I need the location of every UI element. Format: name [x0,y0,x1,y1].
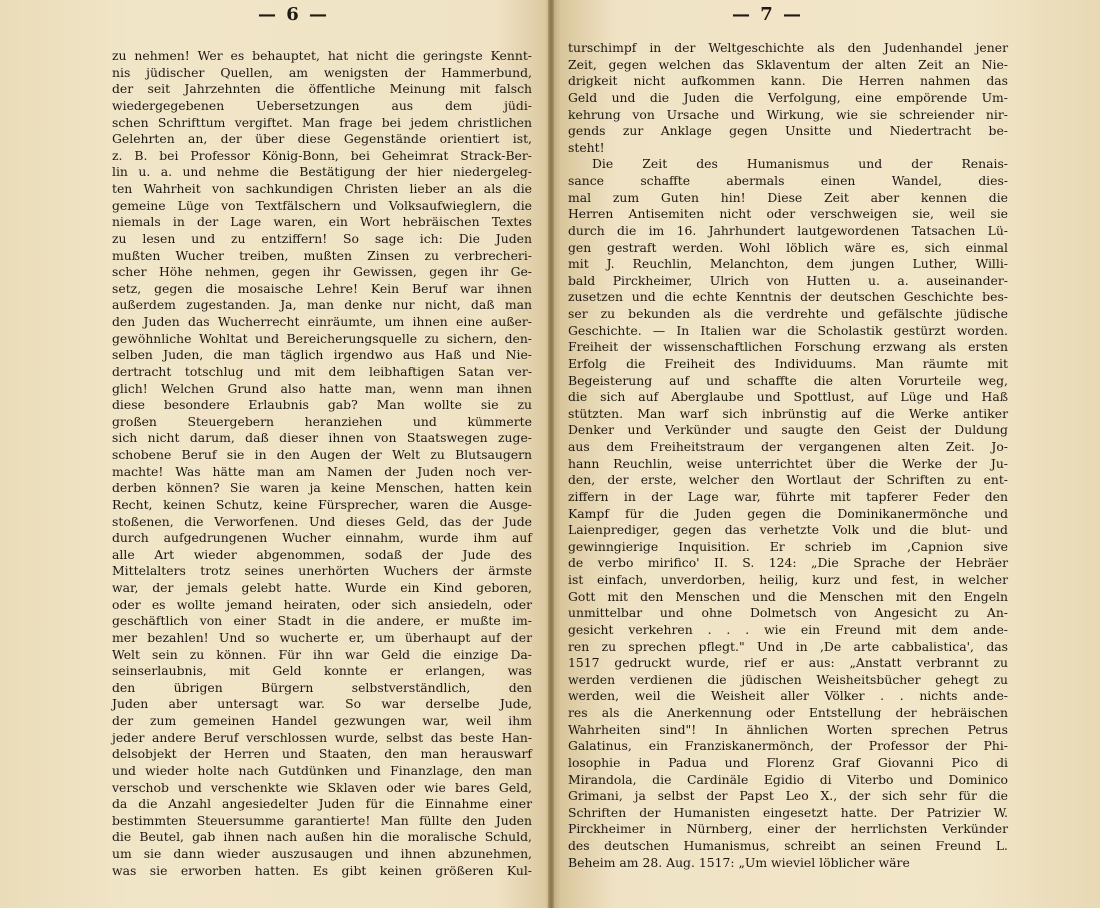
text-line: bestimmten Steuersumme garantierte! Man füllte den Juden [112,812,532,828]
text-line: mer bezahlen! Und so wucherte er, um überhaupt auf der [112,629,532,645]
text-line: werden verdienen die jüdischen Weisheitsbücher gehegt zu [568,671,1008,687]
text-line: ser zu bekunden als die verdrehte und gefälschte jüdische [568,306,1008,321]
text-line: der seit Jahrzehnten die öffentliche Meinung mit falsch [112,81,532,97]
text-line: Denker und Verkünder und saugte den Geist der Duldung [568,422,1008,438]
text-line: Freiheit der wissenschaftlichen Forschung erzwang als ersten [568,339,1008,355]
text-line: Herren Antisemiten nicht oder verschweigen sie, weil sie [568,206,1008,222]
text-line: des deutschen Humanismus, schreibt an seinen Freund L. [568,838,1008,853]
text-line: Juden aber untersagt war. So war derselbe Jude, [112,696,532,712]
text-line: setz, gegen die mosaische Lehre! Kein Beruf war ihnen [112,280,532,296]
text-line: steht! [568,139,605,155]
text-line: jeder andere Beruf verschlossen wurde, selbst das beste Han- [112,729,532,745]
text-line: glich! Welchen Grund also hatte man, wenn man ihnen [112,380,532,396]
text-line: Zeit, gegen welchen das Sklaventum der alten Zeit an Nie- [568,56,1008,72]
text-line: gewöhnliche Wohltat und Bereicherungsquelle zu sichern, den- [112,330,532,346]
text-line: durch die im 16. Jahrhundert lautgewordenen Tatsachen Lü- [568,222,1008,238]
text-line: großen Steuergebern heranziehen und kümmerte [112,413,532,429]
text-line: den übrigen Bürgern selbstverständlich, den [112,679,532,695]
text-line: ren zu sprechen pflegt." Und in ,De arte cabbalistica', das [568,638,1008,654]
text-line: de verbo mirifico' II. S. 124: „Die Sprache der Hebräer [568,555,1008,571]
text-line: Die Zeit des Humanismus und der Renais- [592,156,1008,172]
text-line: gends zur Anklage gegen Unsitte und Niedertracht be- [568,123,1008,139]
text-line: ist einfach, unverdorben, heilig, kurz und fest, in welcher [568,572,1008,587]
text-line: wiedergegebenen Uebersetzungen aus dem jüdi- [112,97,532,113]
text-line: Pirckheimer in Nürnberg, einer der herrlichsten Verkünder [568,821,1008,837]
text-line: Kampf für die Juden gegen die Dominikanermönche und [568,505,1008,521]
text-line: verschob und verschenkte wie Sklaven oder wie bares Geld, [112,779,532,795]
text-line: stützten. Man warf sich inbrünstig auf die Werke antiker [568,405,1008,421]
text-line: war, der jemals gelebt hatte. Wurde ein Kind geboren, [112,580,532,595]
text-line: 1517 gedruckt wurde, rief er aus: „Anstatt verbrannt zu [568,655,1008,671]
text-line: lin u. a. und nehme die Bestätigung der hier niedergeleg- [112,164,532,180]
page-number: — 6 — [258,4,330,25]
text-line: oder es wollte jemand heiraten, oder sich ansiedeln, oder [112,596,532,612]
text-line: Gott mit den Menschen und die Menschen mit den Engeln [568,588,1008,604]
text-line: unmittelbar und ohne Dolmetsch von Angesicht zu An- [568,605,1008,621]
text-line: Laienprediger, gegen das verhetzte Volk und die blut- und [568,522,1008,538]
text-line: den Juden das Wucherrecht einräumte, um ihnen eine außer- [112,314,532,329]
text-line: dertracht totschlug und mit dem leibhaftigen Satan ver- [112,363,532,379]
body-text [568,40,1008,871]
body-text [112,48,532,879]
text-line: durch aufgedrungenen Wucher einnahm, wurde ihm auf [112,530,532,546]
text-line: mußten Wucher treiben, mußten Zinsen zu verbrecheri- [112,247,532,263]
text-line: mit J. Reuchlin, Melanchton, dem jungen Luther, Willi- [568,256,1008,272]
text-line: machte! Was hätte man am Namen der Juden noch ver- [112,463,532,479]
text-line: Grimani, ja selbst der Papst Leo X., der sich sehr für die [568,788,1008,804]
text-line: turschimpf in der Weltgeschichte als den Judenhandel jener [568,40,1008,55]
text-line: aus dem Freiheitstraum der vergangenen alten Zeit. Jo- [568,439,1008,454]
text-line: sich nicht darum, daß dieser ihnen von Staatswegen zuge- [112,430,532,446]
text-line: nis jüdischer Quellen, am wenigsten der Hammerbund, [112,64,532,80]
text-line: gewinngierige Inquisition. Er schrieb im ,Capnion sive [568,538,1008,554]
text-line: losophie in Padua und Florenz Graf Giovanni Pico di [568,754,1008,770]
text-line: Galatinus, ein Franziskanermönch, der Professor der Phi- [568,738,1008,754]
text-line: kehrung von Ursache und Wirkung, wie sie schreiender nir- [568,106,1008,122]
text-line: z. B. bei Professor König-Bonn, bei Geheimrat Strack-Ber- [112,147,532,163]
page-number: — 7 — [732,4,804,25]
right-page [554,0,1100,908]
text-line: bald Pirckheimer, Ulrich von Hutten u. a. auseinander- [568,272,1008,288]
text-line: Welt sein zu können. Für ihn war Geld die einzige Da- [112,646,532,662]
text-line: Geschichte. — In Italien war die Scholastik gestürzt worden. [568,322,1008,338]
text-line: niemals in der Lage waren, ein Wort hebräischen Textes [112,214,532,230]
text-line: um sie dann wieder auszusaugen und ihnen abzunehmen, [112,846,532,861]
text-line: und wieder holte nach Gutdünken und Finanzlage, den man [112,762,532,778]
text-line: stoßenen, die Verworfenen. Und dieses Geld, das der Jude [112,513,532,529]
text-line: schobene Beruf sie in den Augen der Welt zu Blutsaugern [112,447,532,462]
text-line: res als die Anerkennung oder Entstellung der hebräischen [568,705,1008,720]
text-line: gen gestraft werden. Wohl löblich wäre es, sich einmal [568,239,1008,255]
text-line: Gelehrten an, der über diese Gegenstände orientiert ist, [112,131,532,147]
text-line: gesicht verkehren . . . wie ein Freund mit dem ande- [568,621,1008,637]
text-line: drigkeit nicht aufkommen kann. Die Herren nahmen das [568,73,1008,89]
text-line: seinserlaubnis, mit Geld konnte er erlangen, was [112,663,532,679]
text-line: Schriften der Humanisten eingesetzt hatte. Der Patrizier W. [568,804,1008,820]
text-line: Begeisterung auf und schaffte die alten Vorurteile weg, [568,372,1008,388]
text-line: mal zum Guten hin! Diese Zeit aber kennen die [568,189,1008,205]
text-line: derben können? Sie waren ja keine Menschen, hatten kein [112,480,532,496]
text-line: zu nehmen! Wer es behauptet, hat nicht die geringste Kennt- [112,48,532,63]
text-line: selben Juden, die man täglich irgendwo aus Haß und Nie- [112,347,532,363]
text-line: zu lesen und zu entziffern! So sage ich: Die Juden [112,230,532,246]
text-line: gemeine Lüge von Textfälschern und Volksaufwieglern, die [112,197,532,213]
text-line: der zum gemeinen Handel gezwungen war, weil ihm [112,713,532,728]
text-line: schen Schrifttum vergiftet. Man frage bei jedem christlichen [112,114,532,130]
text-line: was sie erworben hatten. Es gibt keinen größeren Kul- [112,862,532,878]
left-page [0,0,548,908]
text-line: Erfolg die Freiheit des Individuums. Man räumte mit [568,355,1008,371]
text-line: Recht, keinen Schutz, keine Fürsprecher, waren die Ausge- [112,496,532,512]
text-line: Wahrheiten sind"! In ähnlichen Worten sprechen Petrus [568,721,1008,737]
text-line: ten Wahrheit von sachkundigen Christen lieber an als die [112,181,532,196]
text-line: scher Höhe nehmen, gegen ihr Gewissen, gegen ihr Ge- [112,264,532,280]
text-line: sance schaffte abermals einen Wandel, dies- [568,173,1008,188]
text-line: die Beutel, gab ihnen nach außen hin die moralische Schuld, [112,829,532,845]
text-line: Beheim am 28. Aug. 1517: „Um wieviel löblicher wäre [568,854,910,870]
text-line: Mirandola, die Cardinäle Egidio di Viterbo und Dominico [568,771,1008,787]
text-line: geschäftlich von einer Stadt in die andere, er mußte im- [112,613,532,629]
text-line: hann Reuchlin, weise unterrichtet über die Werke der Ju- [568,455,1008,471]
text-line: delsobjekt der Herren und Staaten, den man herauswarf [112,746,532,762]
text-line: zusetzen und die echte Kenntnis der deutschen Geschichte bes- [568,289,1008,305]
text-line: Geld und die Juden die Verfolgung, eine empörende Um- [568,89,1008,105]
text-line: diese besondere Erlaubnis gab? Man wollte sie zu [112,397,532,413]
text-line: werden, weil die Weisheit aller Völker . . nichts ande- [568,688,1008,704]
text-line: alle Art wieder abgenommen, sodaß der Jude des [112,546,532,562]
text-line: ziffern in der Lage war, führte mit tapferer Feder den [568,488,1008,504]
text-line: da die Anzahl angesiedelter Juden für die Einnahme einer [112,796,532,812]
text-line: den, der erste, welcher den Wortlaut der Schriften zu ent- [568,472,1008,488]
text-line: die sich auf Aberglaube und Spottlust, auf Lüge und Haß [568,389,1008,405]
text-line: außerdem zugestanden. Ja, man denke nur nicht, daß man [112,297,532,313]
text-line: Mittelalters trotz seines unerhörten Wuchers der ärmste [112,563,532,579]
